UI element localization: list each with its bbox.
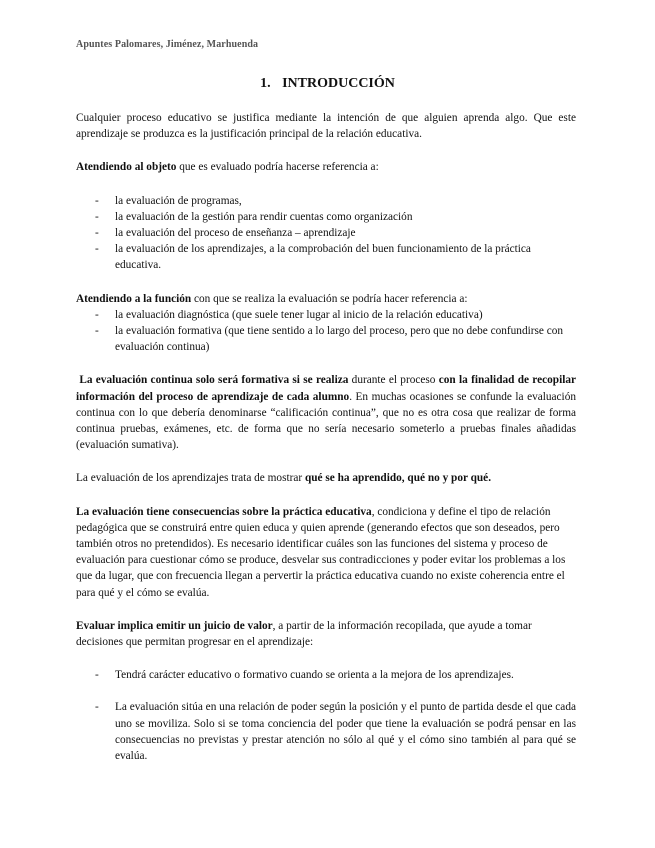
section-number: 1. (260, 76, 271, 91)
document-body (76, 110, 576, 780)
paragraph-objeto: Atendiendo al objeto que es evaluado podría hacerse referencia a: (76, 161, 379, 174)
list-objeto (76, 193, 576, 274)
list-item: - la evaluación del proceso de enseñanza – aprendizaje (95, 227, 356, 240)
paragraph-evaluacion-continua: La evaluación continua solo será formativa si se realiza durante el proceso con la finalidad de recopilar información del proceso de aprendizaje de cada alumno. En muchas ocasiones se confunde la evaluación continua con lo que debería denominarse “calificación continua”, que no es otra cosa que realizar de forma continua pruebas, exámenes, etc. de forma que no sería necesario someterlo a pruebas finales añadidas (evaluación sumativa). (76, 374, 577, 452)
list-item: - la evaluación de los aprendizajes, a la comprobación del buen funcionamiento de la práctica educativa. (95, 243, 531, 272)
paragraph-consecuencias: La evaluación tiene consecuencias sobre la práctica educativa, condiciona y define el tipo de relación pedagógica que se construirá entre quien educa y quien aprende (generando efectos que son deseados, pero también otros no pretendidos). Es necesario identificar cuáles son las funciones del sistema y proceso de evaluación para cuestionar cómo se produce, desvelar sus contradicciones y poder evitar los problemas a los que da lugar, que con frecuencia llegan a pervertir la práctica educativa cuando no existe coherencia entre el para qué y el cómo se evalúa. (76, 505, 566, 599)
paragraph-funcion: Atendiendo a la función con que se realiza la evaluación se podría hacer referencia a: (76, 292, 468, 305)
running-header: Apuntes Palomares, Jiménez, Marhuenda (76, 39, 259, 50)
paragraph-aprendizajes: La evaluación de los aprendizajes trata de mostrar qué se ha aprendido, qué no y por qué. (76, 472, 492, 485)
list-item: - La evaluación sitúa en una relación de poder según la posición y el punto de partida desde el que cada uno se moviliza. Solo si se toma conciencia del poder que tiene la evaluación se podrá pensar en las consecuencias no previstas y prestar atención no sólo al qué y el cómo sino también al para qué se evalúa. (95, 701, 576, 763)
list-funcion (76, 307, 576, 356)
list-item: - la evaluación diagnóstica (que suele tener lugar al inicio de la relación educativa) (95, 308, 483, 321)
list-item: - la evaluación de programas, (95, 194, 242, 207)
objeto-heading: Atendiendo al objeto (76, 161, 177, 174)
paragraph-juicio: Evaluar implica emitir un juicio de valor, a partir de la información recopilada, que ayude a tomar decisiones que permitan progresar en el aprendizaje: (76, 619, 532, 649)
section-title (0, 76, 655, 92)
paragraph-intro: Cualquier proceso educativo se justifica mediante la intención de que alguien aprenda algo. Que este aprendizaje se produzca es la justificación principal de la relación educativa. (76, 112, 576, 141)
list-item: - la evaluación formativa (que tiene sentido a lo largo del proceso, pero que no debe confundirse con evaluación continua) (95, 325, 564, 354)
funcion-heading: Atendiendo a la función (76, 292, 192, 305)
list-item: - la evaluación de la gestión para rendir cuentas como organización (95, 210, 413, 223)
section-title-text: INTRODUCCIÓN (282, 76, 395, 91)
list-juicio (76, 667, 576, 764)
list-item: - Tendrá carácter educativo o formativo cuando se orienta a la mejora de los aprendizajes. (95, 669, 514, 682)
